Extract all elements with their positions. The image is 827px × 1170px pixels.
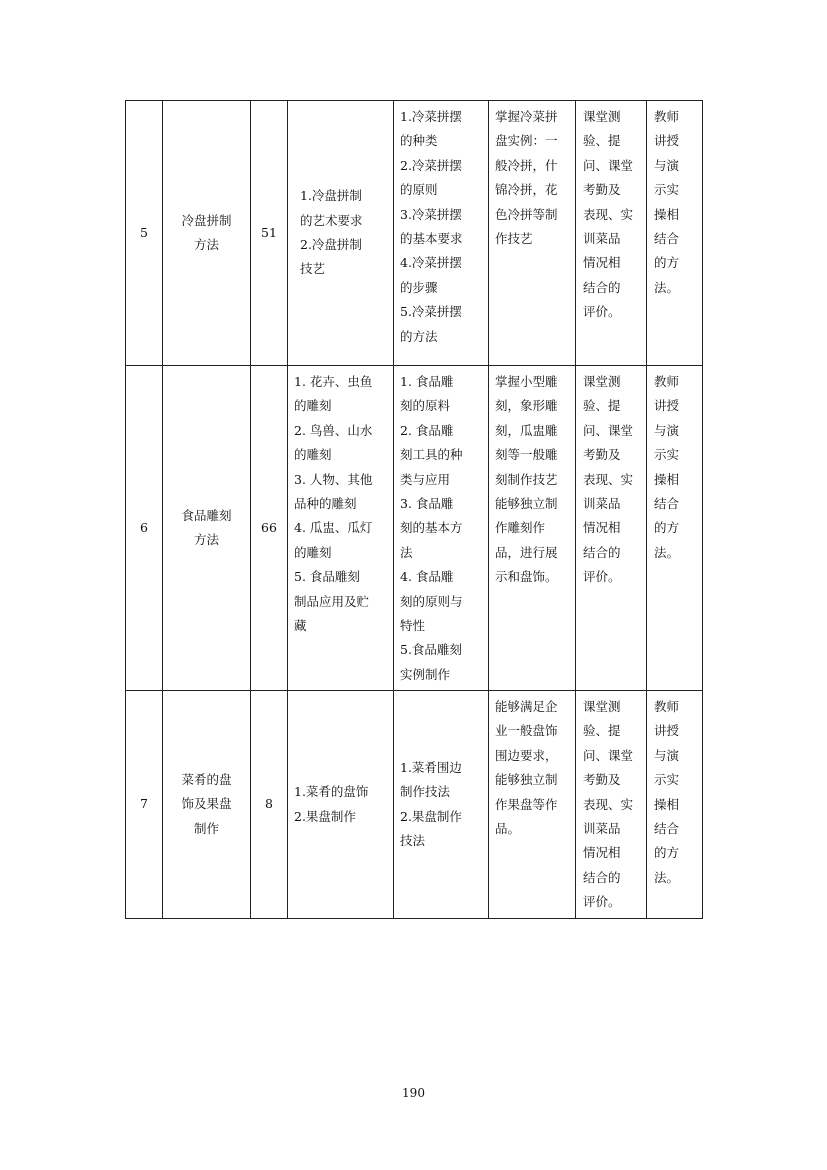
assessment-cell: 课堂测 验、提 问、课堂 考勤及 表现、实 训菜品 情况相 结合的 评价。 (576, 101, 647, 366)
syllabus-table (125, 100, 703, 919)
row-number: 6 (126, 366, 163, 691)
skills-cell: 掌握冷菜拼 盘实例：一 般冷拼，什 锦冷拼，花 色冷拼等制 作技艺 (489, 101, 576, 366)
hours-cell: 66 (251, 366, 288, 691)
content-cell: 1. 花卉、虫鱼 的雕刻 2. 鸟兽、山水 的雕刻 3. 人物、其他 品种的雕刻 4. 瓜盅、瓜灯 的雕刻 5. 食品雕刻 制品应用及贮 藏 (288, 366, 394, 691)
row-number: 7 (126, 691, 163, 919)
topic-cell: 食品雕刻 方法 (163, 366, 251, 691)
hours-cell: 8 (251, 691, 288, 919)
assessment-cell: 课堂测 验、提 问、课堂 考勤及 表现、实 训菜品 情况相 结合的 评价。 (576, 691, 647, 919)
hours-cell: 51 (251, 101, 288, 366)
content-cell: 1.冷盘拼制 的艺术要求 2.冷盘拼制 技艺 (288, 101, 394, 366)
method-cell: 教师 讲授 与演 示实 操相 结合 的方 法。 (647, 366, 703, 691)
page-number: 190 (402, 1086, 425, 1100)
points-cell: 1. 食品雕 刻的原料 2. 食品雕 刻工具的种 类与应用 3. 食品雕 刻的基本方 法 4. 食品雕 刻的原则与 特性 5.食品雕刻 实例制作 (394, 366, 489, 691)
method-cell: 教师 讲授 与演 示实 操相 结合 的方 法。 (647, 691, 703, 919)
points-cell: 1.冷菜拼摆 的种类 2.冷菜拼摆 的原则 3.冷菜拼摆 的基本要求 4.冷菜拼摆 的步骤 5.冷菜拼摆 的方法 (394, 101, 489, 366)
table-row (126, 366, 703, 691)
topic-cell: 菜肴的盘 饰及果盘 制作 (163, 691, 251, 919)
points-cell: 1.菜肴围边 制作技法 2.果盘制作 技法 (394, 691, 489, 919)
table-row (126, 691, 703, 919)
row-number: 5 (126, 101, 163, 366)
table-row (126, 101, 703, 366)
assessment-cell: 课堂测 验、提 问、课堂 考勤及 表现、实 训菜品 情况相 结合的 评价。 (576, 366, 647, 691)
method-cell: 教师 讲授 与演 示实 操相 结合 的方 法。 (647, 101, 703, 366)
skills-cell: 能够满足企 业一般盘饰 围边要求， 能够独立制 作果盘等作 品。 (489, 691, 576, 919)
skills-cell: 掌握小型雕 刻，象形雕 刻，瓜盅雕 刻等一般雕 刻制作技艺 能够独立制 作雕刻作 品，进行展 示和盘饰。 (489, 366, 576, 691)
content-cell: 1.菜肴的盘饰 2.果盘制作 (288, 691, 394, 919)
topic-cell: 冷盘拼制 方法 (163, 101, 251, 366)
